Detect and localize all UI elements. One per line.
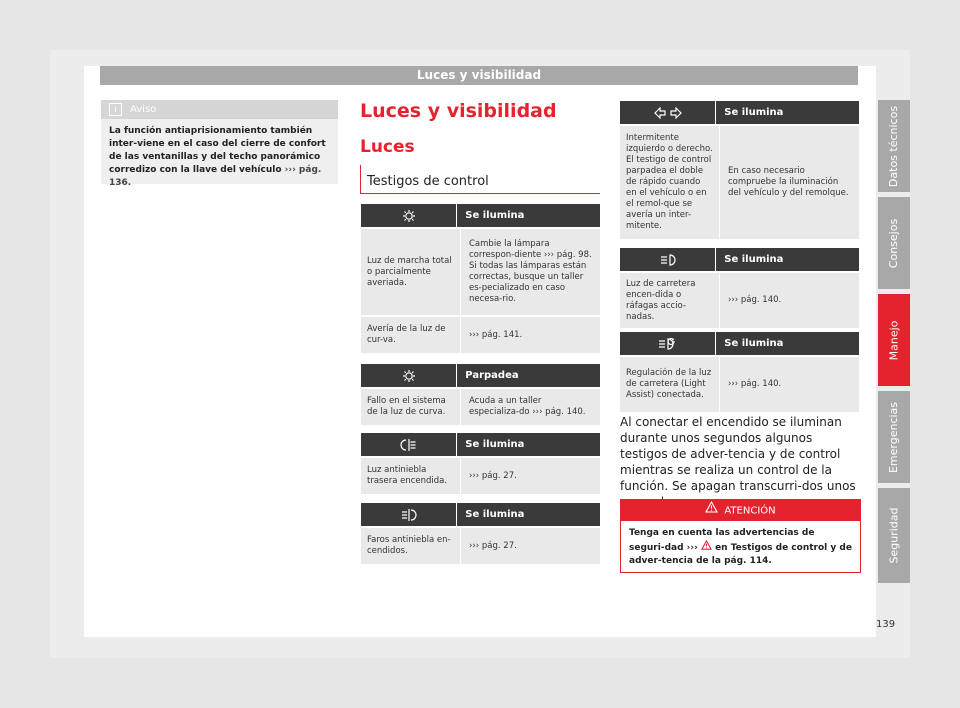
table-row: Regulación de la luz de carretera (Light Assist) conectada. ››› pág. 140. xyxy=(620,355,859,412)
aviso-text: La función antiaprisionamiento también inter-viene en el caso del cierre de confort de las ventanillas y del techo panorámico corredizo con la llave del vehículo ››› pág. 136. xyxy=(109,126,326,188)
table-curve-light-blink: Parpadea Fallo en el sistema de la luz de curva. Acuda a un taller especializa-do ››› pág. 140. xyxy=(361,364,600,425)
atencion-text: Tenga en cuenta las advertencias de seguri-dad ››› en Testigos de control y de adver-tencia de la pág. 114. xyxy=(629,528,852,566)
tab-seguridad[interactable]: Seguridad xyxy=(878,488,910,583)
light-failure-icon xyxy=(361,204,456,227)
tab-manejo[interactable]: Manejo xyxy=(878,294,910,386)
tab-consejos[interactable]: Consejos xyxy=(878,197,910,289)
table-row: Luz de marcha total o parcialmente averiada. Cambie la lámpara correspon-diente ››› pág. 98. Si todas las lámparas están correctas, busque un taller es-pecializado en caso necesa-rio. xyxy=(361,227,600,315)
light-failure-icon xyxy=(361,364,456,387)
table-turn-signal: Se ilumina Intermitente izquierdo o derecho. El testigo de control parpadea el doble de rápido cuando en el vehículo o en el remol-que se avería un inter-mitente. En caso necesario compruebe la iluminación del vehículo y del remolque. xyxy=(620,101,859,239)
table-light-assist: Se ilumina Regulación de la luz de carretera (Light Assist) conectada. ››› pág. 140. xyxy=(620,332,859,412)
page-number: 139 xyxy=(876,619,896,630)
info-icon: i xyxy=(109,103,122,116)
subsection-title: Testigos de control xyxy=(367,174,489,189)
aviso-header: i Aviso xyxy=(101,100,338,119)
table-row: Intermitente izquierdo o derecho. El testigo de control parpadea el doble de rápido cuando en el vehículo o en el remol-que se avería un inter-mitente. En caso necesario compruebe la iluminación del vehículo y del remolque. xyxy=(620,124,859,239)
table-light-failure: Se ilumina Luz de marcha total o parcialmente averiada. Cambie la lámpara correspon-diente ››› pág. 98. Si todas las lámparas están correctas, busque un taller es-pecializado en caso necesa-rio. Avería de la luz de cur-va. ››› pág. 141. xyxy=(361,204,600,353)
table-high-beam: Se ilumina Luz de carretera encen-dida o ráfagas accio-nadas. ››› pág. 140. xyxy=(620,248,859,328)
atencion-header: ATENCIÓN xyxy=(621,500,860,521)
section-title: Luces xyxy=(360,137,415,157)
table-row: Luz de carretera encen-dida o ráfagas accio-nadas. ››› pág. 140. xyxy=(620,271,859,328)
tab-emergencias[interactable]: Emergencias xyxy=(878,391,910,483)
warning-icon xyxy=(705,500,718,521)
light-assist-icon xyxy=(620,332,715,355)
table-front-fog: Se ilumina Faros antiniebla en-cendidos. ››› pág. 27. xyxy=(361,503,600,564)
front-fog-light-icon xyxy=(361,503,456,526)
running-header: Luces y visibilidad xyxy=(100,66,858,85)
warning-icon xyxy=(701,540,712,555)
table-rear-fog: Se ilumina Luz antiniebla trasera encendida. ››› pág. 27. xyxy=(361,433,600,494)
atencion-box xyxy=(620,499,861,573)
turn-signal-icon xyxy=(620,101,715,124)
tab-datos-tecnicos[interactable]: Datos técnicos xyxy=(878,100,910,192)
body-paragraph: Al conectar el encendido se iluminan durante unos segundos algunos testigos de adver-tencia y de control mientras se realiza un control de la función. Se apagan transcurri-dos unos xyxy=(620,415,856,493)
table-row: Faros antiniebla en-cendidos. ››› pág. 27. xyxy=(361,526,600,564)
table-row: Luz antiniebla trasera encendida. ››› pág. 27. xyxy=(361,456,600,494)
high-beam-icon xyxy=(620,248,715,271)
table-row: Avería de la luz de cur-va. ››› pág. 141. xyxy=(361,315,600,353)
chapter-title: Luces y visibilidad xyxy=(360,100,557,122)
rear-fog-light-icon xyxy=(361,433,456,456)
table-row: Fallo en el sistema de la luz de curva. Acuda a un taller especializa-do ››› pág. 140. xyxy=(361,387,600,425)
aviso-page-link[interactable]: ››› pág. 136. xyxy=(109,165,322,188)
section-bracket xyxy=(360,165,361,194)
aviso-box xyxy=(101,100,338,188)
subsection-rule xyxy=(360,193,600,194)
